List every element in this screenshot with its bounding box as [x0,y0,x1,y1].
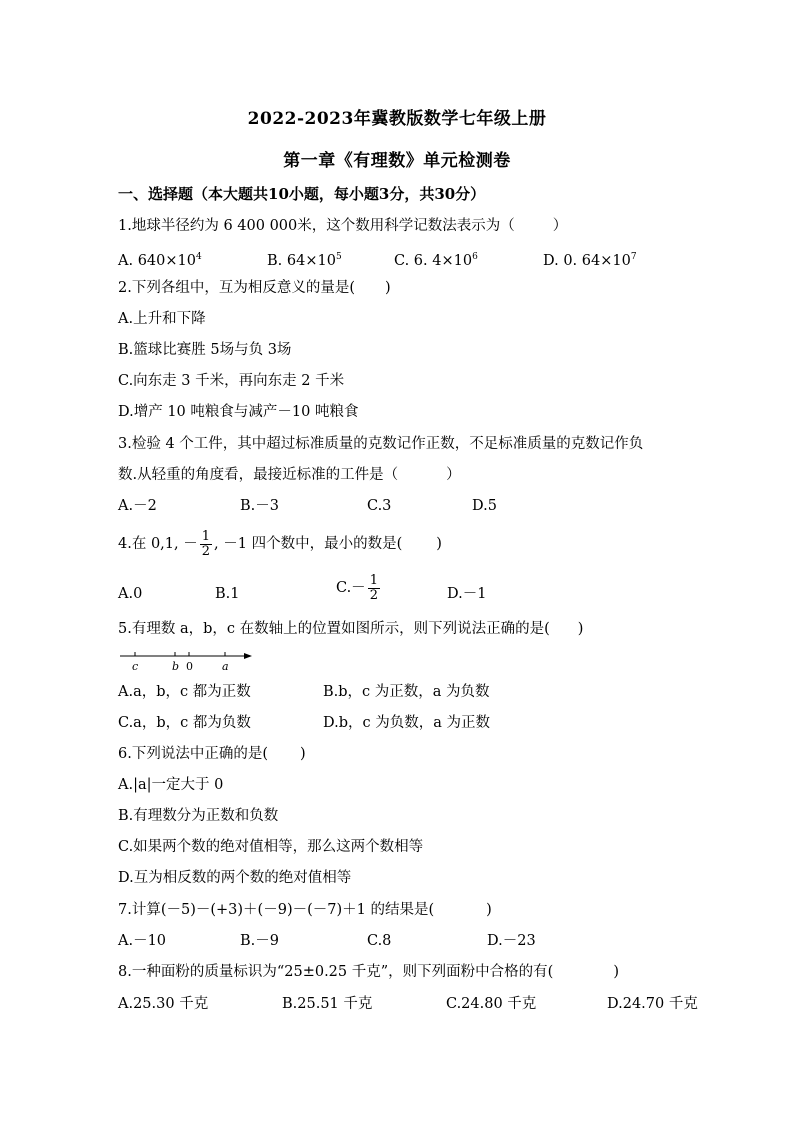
q1-option-d: D. 0. $64\times 10^7$ [543,252,637,269]
q3-option-c: C.3 [367,498,392,514]
label-c: c [132,660,139,672]
section-heading: 一、选择题（本大题共10小题，每小题3分，共30分） [118,185,486,203]
fraction: $\frac{1}{2}$ [201,528,211,559]
question-1: 1.地球半径约为 6 400 000米，这个数用科学记数法表示为（ ） [118,218,568,234]
fraction: $\frac{1}{2}$ [369,572,378,603]
q4-option-a: A.0 [118,586,143,602]
question-5: 5.有理数 a，b，c 在数轴上的位置如图所示，则下列说法正确的是( ) [118,621,584,637]
q5-option-a: A.a，b，c 都为正数 [118,684,251,700]
q3-option-a: A.－2 [118,498,157,514]
q8-option-c: C.24.80 千克 [446,996,537,1012]
q6-option-d: D.互为相反数的两个数的绝对值相等 [118,870,352,886]
q8-option-b: B.25.51 千克 [282,996,373,1012]
q6-option-a: A.|a|一定大于 0 [118,777,224,793]
q5-option-d: D.b，c 为负数，a 为正数 [323,715,490,731]
q8-option-d: D.24.70 千克 [607,996,698,1012]
q2-option-b: B.篮球比赛胜 5场与负 3场 [118,342,292,358]
q2-option-a: A.上升和下降 [118,311,206,327]
q5-option-c: C.a，b，c 都为负数 [118,715,251,731]
question-2: 2.下列各组中，互为相反意义的量是( ) [118,280,391,296]
number-line-figure [118,648,258,672]
label-zero: 0 [186,660,193,672]
q4-option-b: B.1 [215,586,240,602]
q1-option-b: B. $64\times 10^5$ [267,252,342,269]
q7-option-a: A.－10 [118,933,167,949]
question-stem: 2.下列各组中，互为相反意义的量是( [118,280,355,296]
question-7: 7.计算(－5)－(+3)＋(－9)－(－7)＋1 的结果是( ) [118,902,492,918]
q8-option-a: A.25.30 千克 [118,996,209,1012]
q4-option-d: D.－1 [447,586,487,602]
q1-option-c: C. 6. $4\times 10^6$ [394,252,478,269]
question-8: 8.一种面粉的质量标识为“25±0.25 千克”，则下列面粉中合格的有( ) [118,964,619,980]
q6-option-c: C.如果两个数的绝对值相等，那么这两个数相等 [118,839,424,855]
q7-option-c: C.8 [367,933,392,949]
question-6: 6.下列说法中正确的是( ) [118,746,306,762]
q6-option-b: B.有理数分为正数和负数 [118,808,279,824]
page-subtitle: 第一章《有理数》单元检测卷 [283,151,511,171]
q7-option-b: B.－9 [240,933,279,949]
q1-option-a: A. $640\times 10^4$ [118,252,202,269]
label-b: b [172,660,180,672]
label-a: a [222,660,229,672]
question-4: 4.在 0,1, － $\frac{1}{2}$ , －1 四个数中，最小的数是( ) [118,528,442,559]
arrow-right-icon [244,653,252,659]
question-3-line-2: 数.从轻重的角度看，最接近标准的工件是（ ） [118,467,461,483]
question-stem: 1.地球半径约为 6 400 000米，这个数用科学记数法表示为（ [118,218,515,234]
q7-option-d: D.－23 [487,933,536,949]
q3-option-b: B.－3 [240,498,279,514]
page-title: 2022-2023年冀教版数学七年级上册 [247,109,547,129]
q3-option-d: D.5 [472,498,497,514]
q2-option-c: C.向东走 3 千米，再向东走 2 千米 [118,373,345,389]
q4-option-c: C.－ $\frac{1}{2}$ [336,572,378,603]
q5-option-b: B.b，c 为正数，a 为负数 [323,684,490,700]
question-3-line-1: 3.检验 4 个工件，其中超过标准质量的克数记作正数，不足标准质量的克数记作负 [118,436,644,452]
q2-option-d: D.增产 10 吨粮食与减产－10 吨粮食 [118,404,359,420]
